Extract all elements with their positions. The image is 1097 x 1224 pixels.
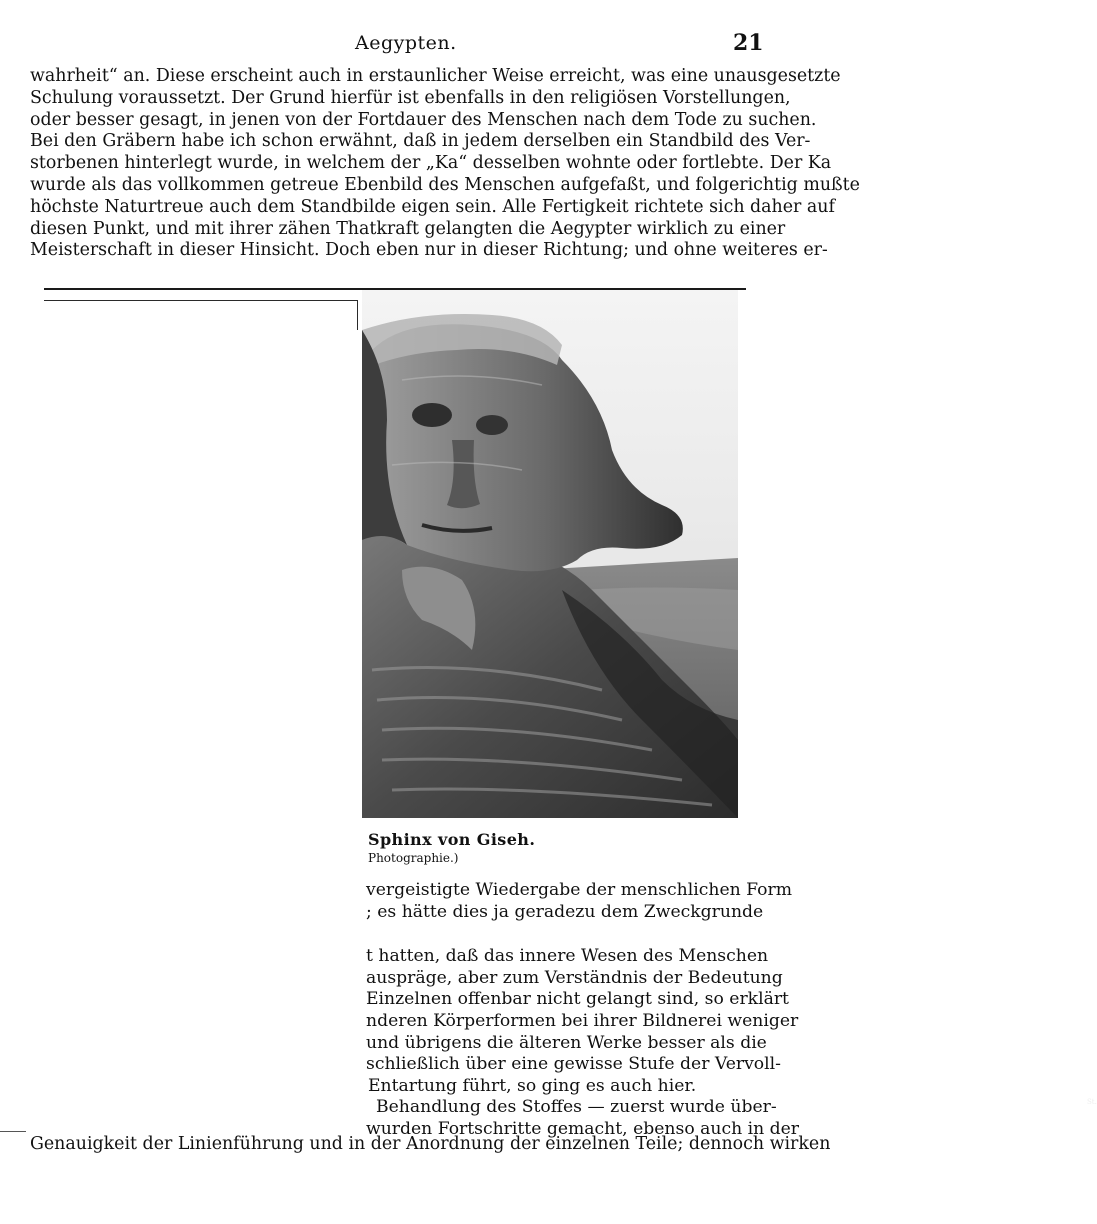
- top-paragraph: [30, 66, 860, 262]
- text-line: Behandlung des Stoffes — zuerst wurde über-: [376, 1097, 777, 1118]
- text-line: Einzelnen offenbar nicht gelangt sind, so erklärt: [366, 989, 789, 1010]
- caption-title: Sphinx von Giseh.: [368, 830, 536, 849]
- text-line: oder besser gesagt, in jenen von der Fortdauer des Menschen nach dem Tode zu suchen.: [30, 109, 817, 130]
- text-line: schließlich über eine gewisse Stufe der Vervoll-: [366, 1054, 781, 1075]
- closing-line: [30, 1134, 831, 1156]
- running-head: [0, 30, 800, 60]
- margin-rule: [0, 1131, 26, 1132]
- text-line: t hatten, daß das innere Wesen des Menschen: [366, 946, 769, 967]
- paragraph-gap: [366, 923, 752, 946]
- figure-frame-inner-rule: [44, 300, 358, 301]
- text-line: diesen Punkt, und mit ihrer zähen Thatkraft gelangten die Aegypter wirklich zu einer: [30, 218, 786, 239]
- text-line: Entartung führt, so ging es auch hier.: [368, 1075, 697, 1096]
- text-line: Meisterschaft in dieser Hinsicht. Doch eben nur in dieser Richtung; und ohne weiteres er-: [30, 240, 828, 261]
- text-line: vergeistigte Wiedergabe der menschlichen Form: [366, 880, 792, 900]
- bottom-right-paragraph: [366, 880, 800, 1141]
- sphinx-photo-image: [362, 290, 738, 818]
- text-line: nderen Körperformen bei ihrer Bildnerei weniger: [366, 1010, 799, 1031]
- text-line: wurden Fortschritte gemacht, ebenso auch in der: [366, 1118, 800, 1139]
- text-line: auspräge, aber zum Verständnis der Bedeutung: [366, 967, 783, 988]
- figure-frame-inner-edge: [357, 300, 358, 330]
- text-line: Bei den Gräbern habe ich schon erwähnt, daß in jedem derselben ein Standbild des Ver-: [30, 131, 811, 152]
- running-title: Aegypten.: [355, 32, 457, 54]
- photo-corner-mark: St.: [1087, 1098, 1097, 1106]
- text-line: und übrigens die älteren Werke besser als die: [366, 1032, 767, 1053]
- text-line: storbenen hinterlegt wurde, in welchem der „Ka“ desselben wohnte oder fortlebte. Der Ka: [30, 153, 832, 174]
- text-line: Schulung voraussetzt. Der Grund hierfür ist ebenfalls in den religiösen Vorstellungen,: [30, 87, 791, 108]
- text-line: wurde als das vollkommen getreue Ebenbild des Menschen aufgefaßt, und folgerichtig mußte: [30, 174, 860, 195]
- blank-scan-region: [30, 292, 360, 1112]
- page-number: 21: [733, 30, 764, 56]
- text-line: ; es hätte dies ja geradezu dem Zweckgrunde: [366, 901, 764, 922]
- caption-credit: Photographie.): [368, 851, 459, 865]
- text-line: höchste Naturtreue auch dem Standbilde eigen sein. Alle Fertigkeit richtete sich daher auf: [30, 196, 835, 217]
- text-line: wahrheit“ an. Diese erscheint auch in erstaunlicher Weise erreicht, was eine unausgesetzte: [30, 66, 841, 86]
- text-line: Genauigkeit der Linienführung und in der Anordnung der einzelnen Teile; dennoch wirken: [30, 1134, 831, 1154]
- figure-caption: [368, 830, 668, 865]
